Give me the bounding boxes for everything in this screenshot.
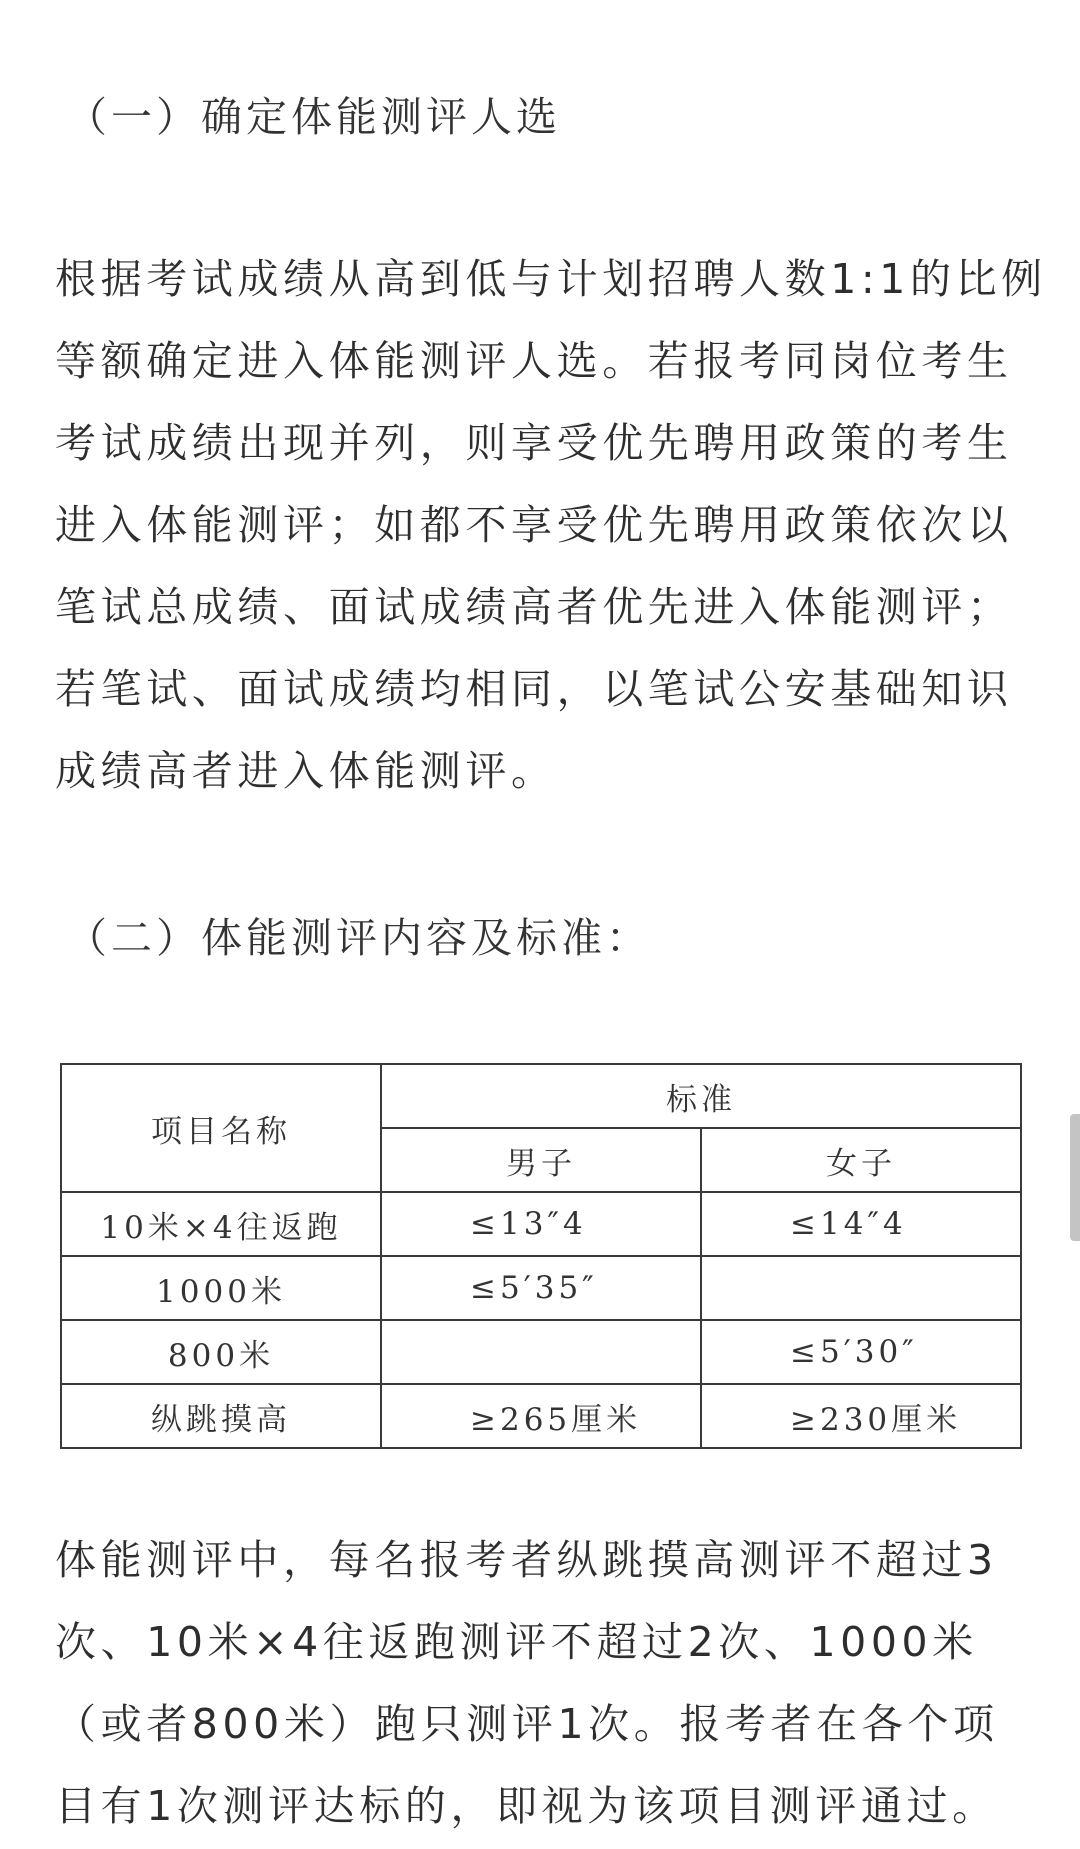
cell-female (701, 1256, 1021, 1320)
cell-item: 1000米 (61, 1256, 381, 1320)
scrollbar-thumb[interactable] (1070, 1114, 1080, 1241)
table-row (61, 1384, 1021, 1448)
paragraph-line: 根据考试成绩从高到低与计划招聘人数1:1的比例 (55, 255, 1047, 303)
table-row (61, 1320, 1021, 1384)
paragraph-line: （或者800米）跑只测评1次。报考者在各个项 (55, 1700, 999, 1748)
standards-table-wrapper (60, 1063, 1022, 1449)
physical-test-standards-table (60, 1063, 1022, 1449)
table-row (61, 1256, 1021, 1320)
header-male: 男子 (381, 1128, 701, 1192)
cell-male: ≤13″4 (381, 1192, 701, 1256)
cell-male: ≤5′35″ (381, 1256, 701, 1320)
table-row (61, 1192, 1021, 1256)
paragraph-test-attempts (55, 1519, 1035, 1847)
paragraph-selection-rules (55, 238, 1047, 812)
paragraph-line: 等额确定进入体能测评人选。若报考同岗位考生 (55, 337, 1013, 385)
header-item-name: 项目名称 (61, 1064, 381, 1192)
cell-item: 10米×4往返跑 (61, 1192, 381, 1256)
paragraph-line: 目有1次测评达标的，即视为该项目测评通过。 (55, 1782, 998, 1830)
cell-item: 800米 (61, 1320, 381, 1384)
header-female: 女子 (701, 1128, 1021, 1192)
paragraph-line: 体能测评中，每名报考者纵跳摸高测评不超过3 (55, 1536, 998, 1584)
cell-female: ≤5′30″ (701, 1320, 1021, 1384)
cell-male: ≥265厘米 (381, 1384, 701, 1448)
paragraph-line: 若笔试、面试成绩均相同，以笔试公安基础知识 (55, 665, 1013, 713)
paragraph-line: 笔试总成绩、面试成绩高者优先进入体能测评； (55, 583, 1013, 631)
cell-male (381, 1320, 701, 1384)
paragraph-line: 成绩高者进入体能测评。 (55, 747, 557, 795)
header-standard: 标准 (381, 1064, 1021, 1128)
paragraph-line: 进入体能测评；如都不享受优先聘用政策依次以 (55, 501, 1013, 549)
section-heading-2: （二）体能测评内容及标准： (66, 914, 651, 962)
cell-female: ≤14″4 (701, 1192, 1021, 1256)
cell-item: 纵跳摸高 (61, 1384, 381, 1448)
paragraph-line: 次、10米×4往返跑测评不超过2次、1000米 (55, 1618, 978, 1666)
cell-female: ≥230厘米 (701, 1384, 1021, 1448)
section-heading-1: （一）确定体能测评人选 (66, 93, 561, 141)
paragraph-line: 考试成绩出现并列，则享受优先聘用政策的考生 (55, 419, 1013, 467)
